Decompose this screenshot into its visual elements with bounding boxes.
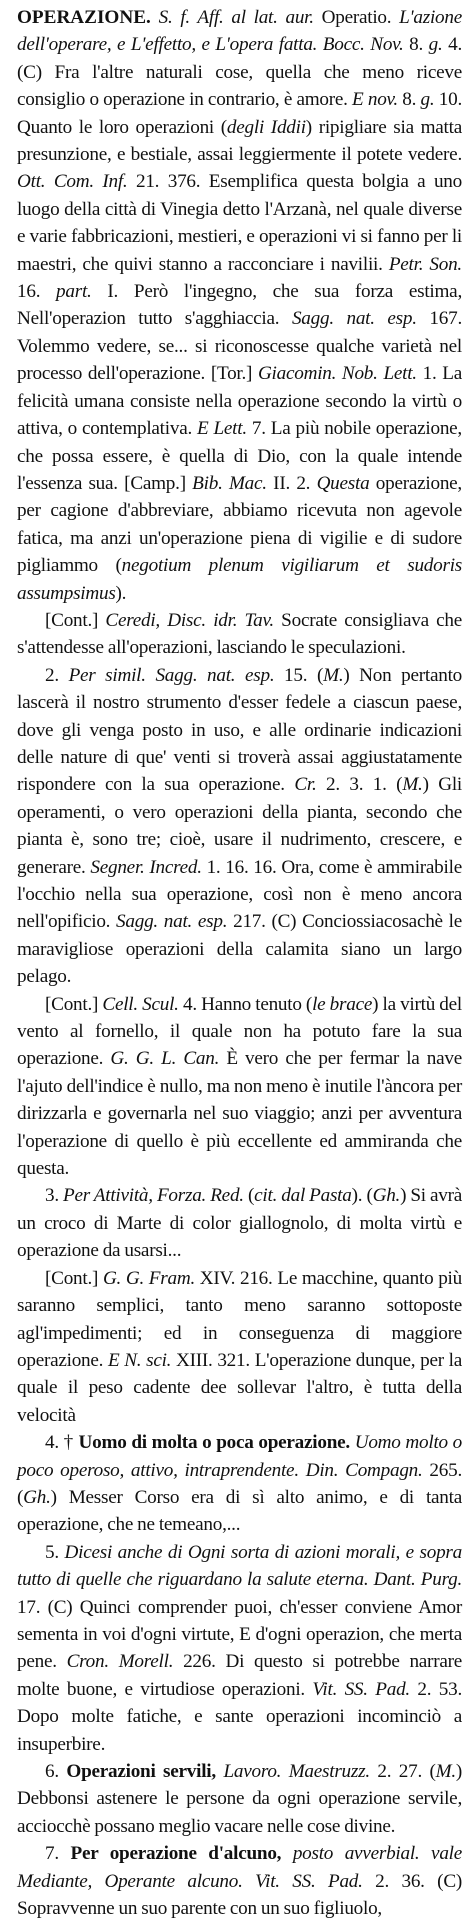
body-text: 15. (: [274, 664, 324, 686]
italic-text: Gh.: [372, 1185, 401, 1207]
italic-text: G. G. L. Can.: [110, 1048, 220, 1070]
body-text: 6.: [45, 1761, 67, 1782]
italic-text: Cr.: [294, 774, 317, 796]
body-text: [Cont.]: [45, 1267, 103, 1289]
body-text: II. 2.: [266, 472, 317, 494]
italic-text: Bib. Mac.: [192, 472, 267, 494]
body-text: ) Debbonsi astenere le persone da ogni operazione servile, acciocchè possano meglio vacare nelle cose divine.: [17, 1761, 463, 1837]
bold-phrase: Uomo di molta o poca operazione.: [78, 1432, 350, 1454]
italic-text: cit. dal Pasta: [254, 1185, 352, 1207]
bold-phrase: Operazioni servili,: [66, 1761, 216, 1782]
body-text: 4. †: [45, 1432, 79, 1454]
body-text: 3.: [45, 1185, 64, 1207]
body-text: operazione, per cagione d'abbreviare, abbiamo ricevuta non agevole fatica, ma anzi un'operazione piena di vigilie e di sudore pigliammo (: [17, 472, 462, 577]
body-text: Socrate consigliava che s'attendesse all'operazioni, lasciando le speculazioni.: [17, 609, 462, 659]
body-text: 167. Volemmo vedere, se... si riconoscesse qualche varietà nel processo dell'operazione. [Tor.]: [17, 308, 462, 385]
body-text: [281, 1843, 293, 1864]
entry-sense-paragraph: [17, 1758, 462, 1840]
body-text: 226. Di questo si potrebbe narrare molte buone, e virtudiose operazioni.: [17, 1651, 463, 1700]
italic-text: M.: [402, 774, 423, 796]
italic-text: E nov.: [352, 89, 398, 111]
italic-text: Ott. Com. Inf.: [17, 171, 128, 193]
italic-text: g.: [420, 89, 435, 111]
entry-sense-paragraph: [17, 1182, 462, 1264]
headword: OPERAZIONE.: [17, 7, 151, 28]
italic-text: negotium plenum vigiliarum et sudoris assumpsimus: [17, 555, 463, 604]
body-text: 2. 53. Dopo molte fatiche, e sante operazioni incominciò a insuperbire.: [17, 1678, 462, 1755]
entry-sense-paragraph: [17, 1840, 462, 1922]
body-text: XIII. 321. L'operazione dunque, per la quale il peso cadente dee sollevar l'altro, è tutta della velocità: [17, 1349, 462, 1426]
body-text: Operatio.: [313, 7, 400, 28]
body-text: 16.: [17, 281, 57, 303]
body-text: [Cont.]: [45, 993, 103, 1015]
italic-text: Petr. Son.: [388, 253, 462, 275]
body-text: [Cont.]: [45, 609, 106, 631]
italic-text: Per Attività, Forza. Red.: [63, 1185, 244, 1207]
body-text: 2. 36. (C) Sopravvenne un suo parente con un suo figliuolo,: [17, 1870, 463, 1920]
italic-text: E Lett.: [197, 418, 247, 440]
italic-text: S. f. Aff. al lat. aur.: [150, 7, 314, 28]
body-text: (: [243, 1185, 255, 1207]
body-text: 2. 27. (: [369, 1761, 436, 1782]
body-text: ) Non pertanto lascerà il nostro strumento d'esser fedele a ciascun paese, dove gli venga posto in uso, e alle ordinarie indicazioni delle nature di que' venti si troverà assai aggiustatamente rispondere con la sua operazione.: [17, 664, 462, 796]
body-text: È vero che per fermar la nave l'ajuto dell'indice è nullo, ma non meno è inutile l'àncora per dirizzarla e governarla nel suo viaggio; anzi per avventura l'operazione di quello è più eccellente ed ammiranda che questa.: [17, 1048, 462, 1180]
body-text: 7.: [45, 1843, 71, 1865]
body-text: 1. 16. 16. Ora, come è ammirabile l'occhio nella sua operazione, così non è meno ancora nell'opificio.: [17, 856, 462, 933]
bold-phrase: Per operazione d'alcuno,: [70, 1843, 282, 1865]
body-text: XIV. 216. Le macchine, quanto più saranno semplici, tanto meno saranno sottoposte agl'impedimenti; ed in conseguenza di maggiore operazione.: [17, 1267, 462, 1371]
body-text: ).: [115, 582, 127, 604]
body-text: ) Messer Corso era di sì alto animo, e di tanta operazione, che ne temeano,...: [17, 1486, 462, 1536]
italic-text: le brace: [312, 993, 373, 1015]
italic-text: g.: [428, 34, 443, 56]
body-text: 4. Hanno tenuto (: [178, 993, 313, 1015]
italic-text: posto avverbial. vale Mediante, Operante alcuno. Vit. SS. Pad.: [17, 1843, 463, 1892]
entry-sense-paragraph: [17, 1539, 462, 1758]
body-text: 10. Quanto le loro operazioni (: [17, 89, 463, 138]
italic-text: Per simil. Sagg. nat. esp.: [68, 664, 275, 686]
body-text: 2. 3. 1. (: [316, 774, 403, 796]
italic-text: Giacomin. Nob. Lett.: [257, 363, 417, 385]
body-text: ) Si avrà un croco di Marte di color giallognolo, di molta virtù e operazione da usarsi...: [17, 1185, 463, 1262]
italic-text: Gh.: [23, 1486, 51, 1508]
italic-text: Sagg. nat. esp.: [291, 308, 417, 330]
entry-sense-paragraph: [17, 607, 462, 662]
italic-text: Cron. Morell.: [66, 1651, 174, 1673]
body-text: ) Gli operamenti, o vero operazioni della pianta, secondo che pianta è, sono tre; cioè, usare il nudrimento, crescere, e generare.: [17, 774, 462, 878]
body-text: ) ripigliare sia matta presunzione, e bestiale, assai leggiermente il potete vedere.: [17, 116, 462, 166]
italic-text: M.: [323, 664, 344, 686]
italic-text: L'azione dell'operare, e L'effetto, e L'opera fatta. Bocc. Nov.: [17, 7, 462, 56]
italic-text: Uomo molto o poco operoso, attivo, intraprendente. Din. Compagn.: [17, 1432, 463, 1481]
body-text: 21. 376. Esemplifica questa bolgia a uno luogo della città di Vinegia detto l'Arzanà, nel quale diverse e varie fabbricazioni, mestieri, e operazioni vi si fanno per li maestri, che quivi stanno a racconciare i navilii.: [17, 171, 462, 275]
body-text: I. Però l'ingegno, che sua forza estima, Nell'operazion tutto s'agghiaccia.: [17, 281, 462, 330]
body-text: 8.: [397, 89, 421, 111]
body-text: 5.: [45, 1541, 65, 1563]
entry-sense-paragraph: [17, 1429, 462, 1539]
body-text: ) la virtù del vento al fornello, il quale non ha potuto fare la sua operazione.: [17, 993, 462, 1070]
body-text: 2.: [45, 664, 69, 686]
italic-text: E N. sci.: [107, 1349, 172, 1371]
entry-sense-paragraph: [17, 662, 462, 991]
italic-text: degli Iddii: [226, 116, 306, 138]
italic-text: Vit. SS. Pad.: [312, 1678, 410, 1700]
entry-sense-paragraph: [17, 991, 462, 1183]
italic-text: Dicesi anche di Ogni sorta di azioni morali, e sopra tutto di quelle che riguardano la salute eterna. Dant. Purg.: [17, 1541, 462, 1591]
italic-text: part.: [56, 281, 92, 303]
body-text: 7. La più nobile operazione, che possa essere, è quella di Dio, con la quale intende l'essenza sua. [Camp.]: [17, 418, 462, 494]
body-text: 8.: [403, 34, 429, 56]
body-text: 4. (C) Fra l'altre naturali cose, quella che meno riceve consiglio o operazione in contrario, è amore.: [17, 34, 463, 111]
italic-text: Questa: [316, 472, 370, 494]
entry-headword-paragraph: [17, 4, 462, 607]
italic-text: Segner. Incred.: [90, 856, 202, 878]
body-text: 17. (C) Quinci comprender puoi, ch'esser conviene Amor sementa in voi d'ogni virtute, E d'ogni operazion, che merta pene.: [17, 1596, 462, 1673]
italic-text: Sagg. nat. esp.: [116, 911, 228, 933]
italic-text: Lavoro. Maestruzz.: [223, 1761, 370, 1782]
italic-text: M.: [435, 1761, 456, 1782]
italic-text: G. G. Fram.: [102, 1267, 195, 1289]
italic-text: Cell. Scul.: [102, 993, 179, 1015]
body-text: 217. (C) Conciossiacosachè le maravigliose operazioni della calamita siano un largo pelago.: [17, 911, 462, 988]
body-text: 265. (: [17, 1459, 463, 1508]
body-text: ). (: [351, 1185, 373, 1207]
entry-sense-paragraph: [17, 1265, 462, 1429]
body-text: 1. La felicità umana consiste nella operazione secondo la virtù o attiva, o contemplativa.: [17, 363, 462, 440]
body-text: [216, 1761, 224, 1782]
italic-text: Ceredi, Disc. idr. Tav.: [105, 609, 274, 631]
